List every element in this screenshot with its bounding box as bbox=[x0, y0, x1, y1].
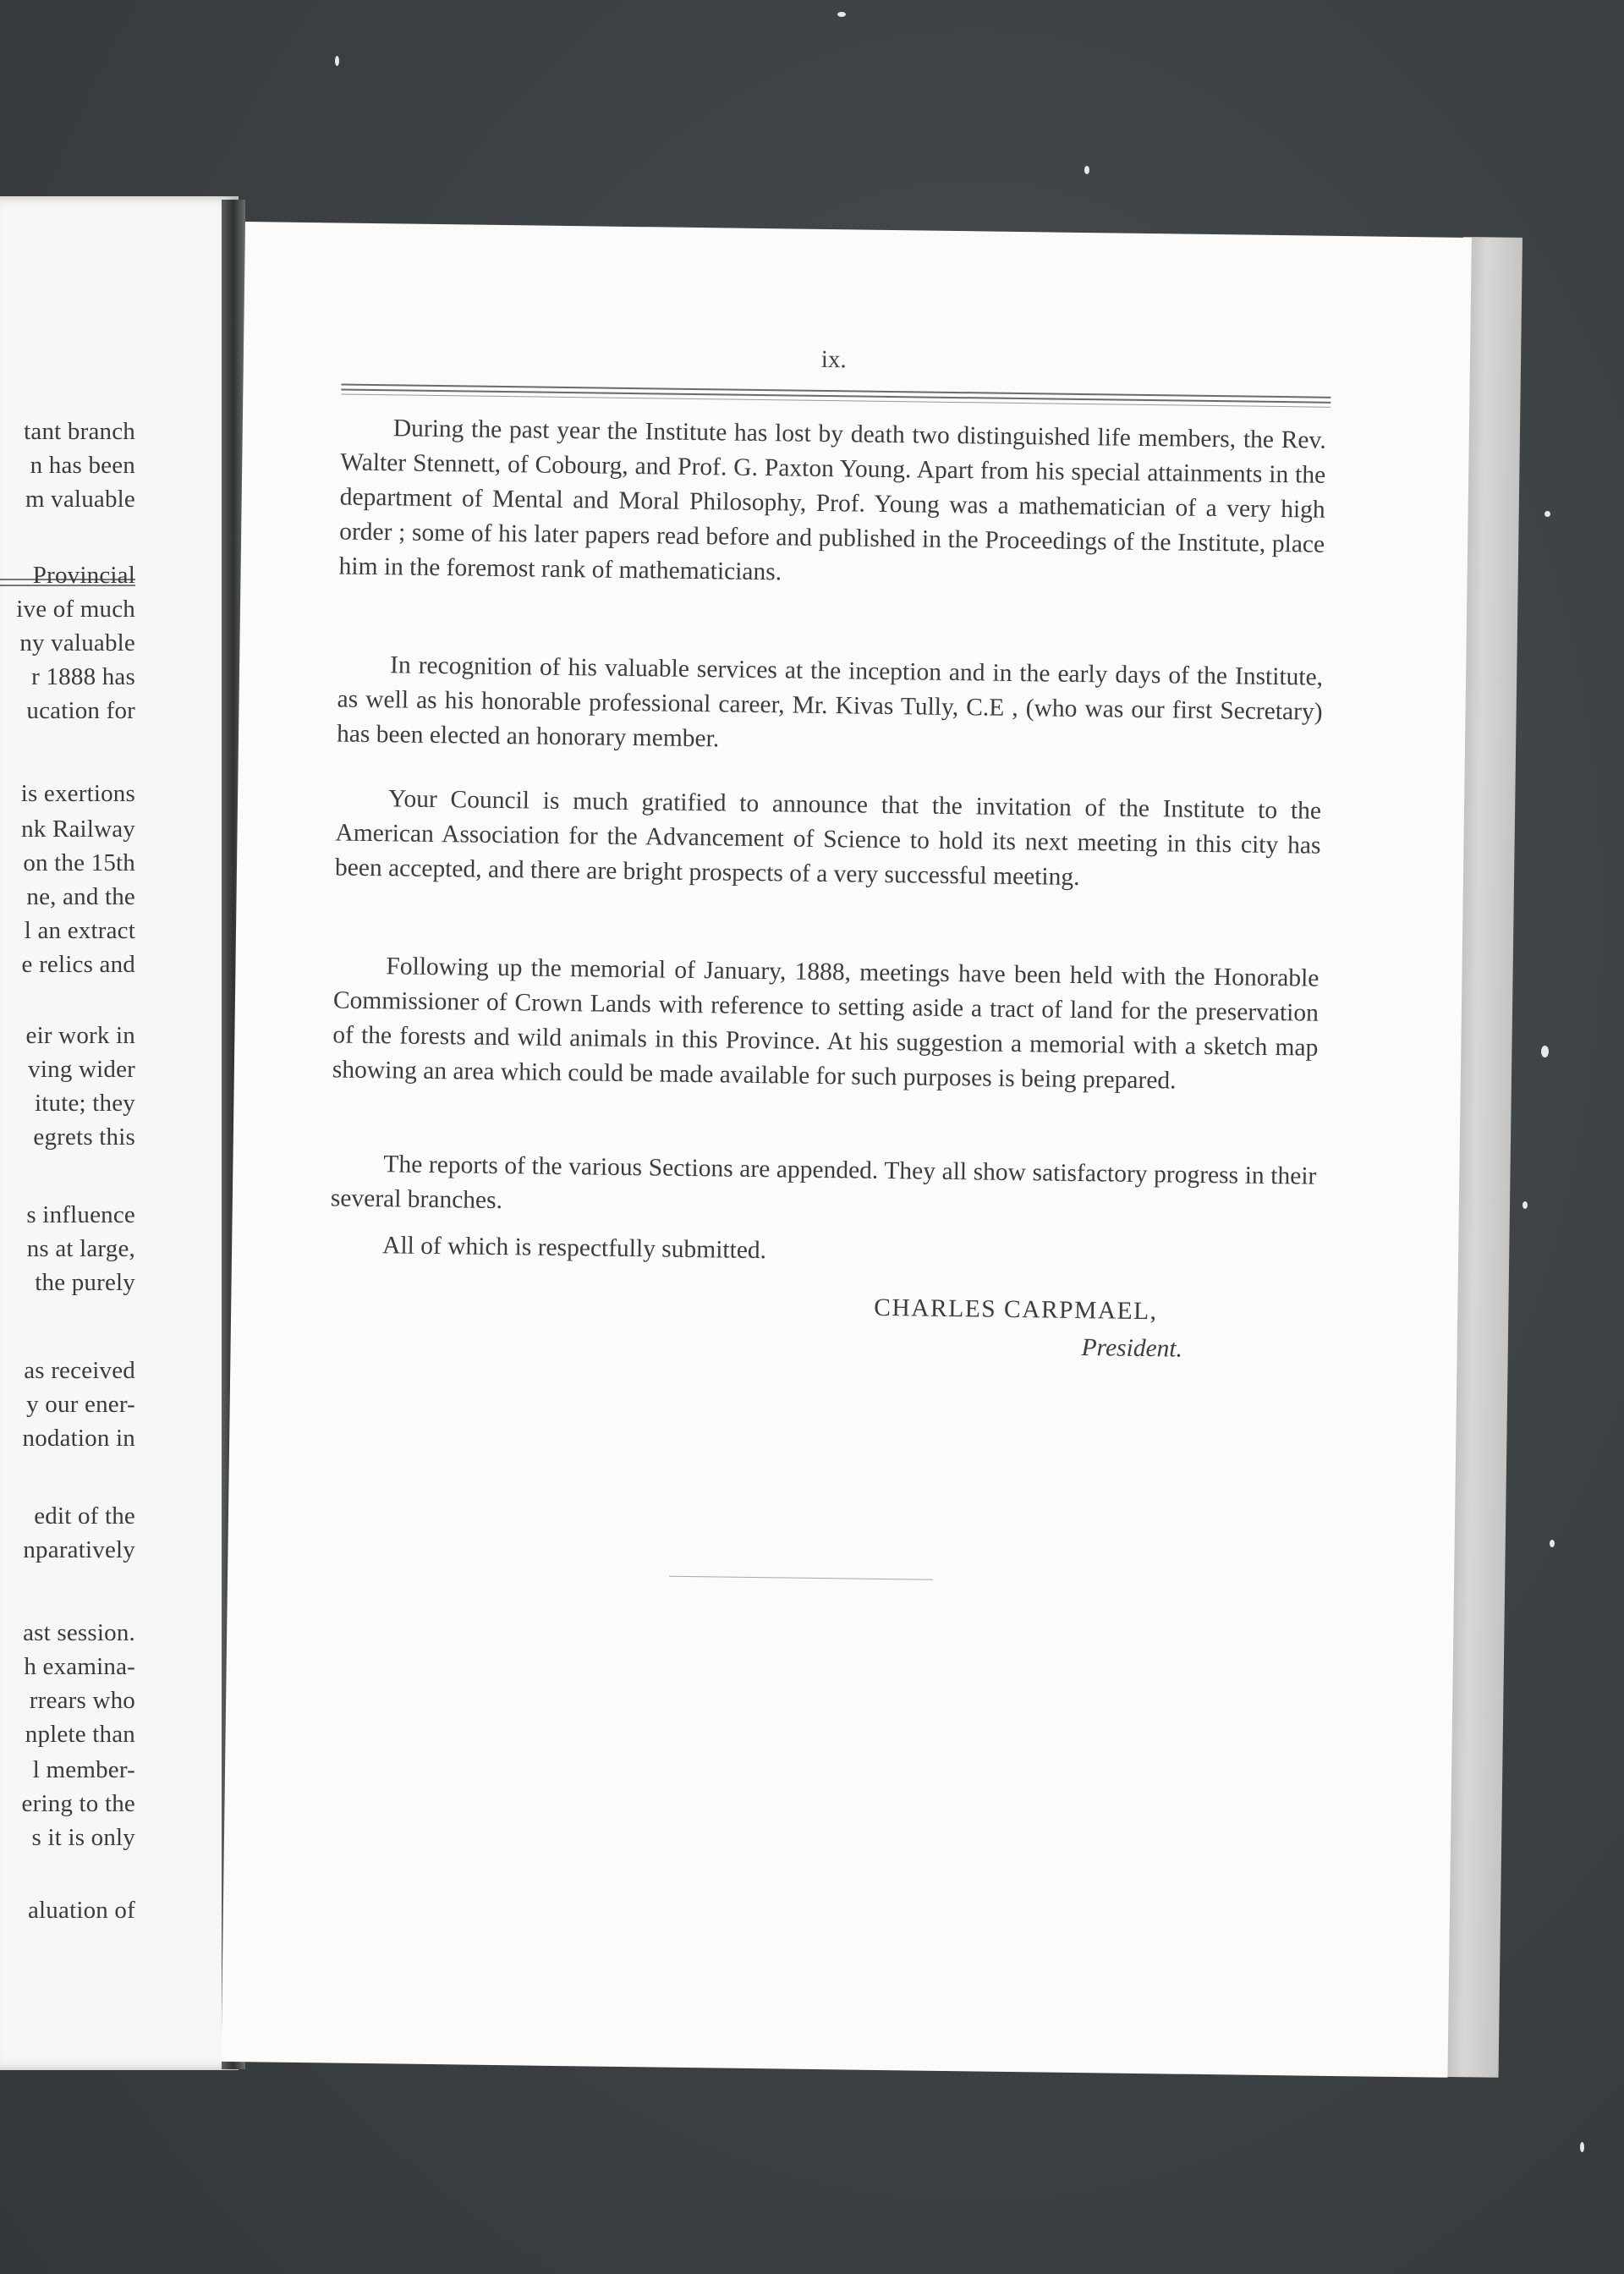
left-text-line: ast session. bbox=[23, 1619, 135, 1646]
left-text-line: as received bbox=[24, 1357, 135, 1384]
paragraph-deaths: During the past year the Institute has lost by death two distinguished life members, the Rev. Walter Stennett, of Cobourg, and Prof. G. Paxton Young. Apart from his special attainments in the department of Mental and Moral Philosophy, Prof. Young was a mathematician of a very high order ; some of his later papers read before and published in the Proceedings of the Institute, place him in the foremost rank of mathematicians. bbox=[338, 415, 1326, 586]
left-text-line: egrets this bbox=[33, 1123, 135, 1151]
left-text-line: ering to the bbox=[21, 1790, 135, 1817]
paragraph-association-meeting: Your Council is much gratified to announce that the invitation of the Institute to the American Association for the Advancement of Science to hold its next meeting in this city has been accepted, and there are bright prospects of a very successful meeting. bbox=[334, 785, 1322, 891]
left-text-line: l member- bbox=[32, 1756, 135, 1783]
paragraph-sections: The reports of the various Sections are appended. They all show satisfactory progress in their several branches. bbox=[330, 1151, 1317, 1215]
dust-speck bbox=[1544, 511, 1550, 517]
left-text-line: ive of much bbox=[16, 596, 135, 623]
left-text-line: tant branch bbox=[24, 418, 135, 445]
left-text-line: l an extract bbox=[24, 917, 135, 944]
left-text-line: s it is only bbox=[31, 1824, 135, 1851]
left-text-line: ne, and the bbox=[26, 883, 135, 910]
dust-speck bbox=[1580, 2142, 1584, 2152]
left-text-line: ving wider bbox=[28, 1056, 135, 1083]
left-text-line: nodation in bbox=[22, 1425, 135, 1452]
left-text-line: eir work in bbox=[25, 1022, 135, 1049]
left-text-line: h examina- bbox=[24, 1653, 135, 1680]
page-number: ix. bbox=[820, 345, 847, 374]
left-text-line: Provincial bbox=[32, 562, 135, 589]
left-text-line: nplete than bbox=[25, 1721, 135, 1748]
dust-speck bbox=[335, 56, 339, 66]
left-text-line: y our ener- bbox=[26, 1391, 135, 1418]
left-text-line: is exertions bbox=[20, 780, 135, 807]
dust-speck bbox=[1084, 166, 1089, 174]
left-text-line: edit of the bbox=[34, 1502, 135, 1530]
left-text-line: ns at large, bbox=[26, 1235, 135, 1262]
paragraph-honorary-member: In recognition of his valuable services at the inception and in the early days of the Institute, as well as his honorable professional career, Mr. Kivas Tully, C.E , (who was our first Secretary) has been elected an honorary member. bbox=[336, 651, 1324, 753]
closing-line: All of which is respectfully submitted. bbox=[381, 1232, 767, 1265]
dust-speck bbox=[1522, 1201, 1528, 1209]
signature-name: CHARLES CARPMAEL, bbox=[874, 1294, 1158, 1326]
left-facing-page bbox=[0, 196, 239, 2070]
dust-speck bbox=[1541, 1046, 1549, 1057]
left-text-line: n has been bbox=[30, 452, 135, 479]
left-text-line: itute; they bbox=[35, 1090, 135, 1117]
paragraph-crown-lands: Following up the memorial of January, 1888, meetings have been held with the Honorable Commissioner of Crown Lands with reference to setting aside a tract of land for the preservation of the forests and wild animals in this Province. At his suggestion a memorial with a sketch map showing an area which could be made available for such purposes is being prepared. bbox=[332, 953, 1320, 1095]
left-text-line: aluation of bbox=[27, 1897, 135, 1924]
left-text-line: rrears who bbox=[29, 1687, 135, 1714]
dust-speck bbox=[837, 12, 846, 17]
left-text-line: ucation for bbox=[26, 697, 135, 724]
left-text-line: m valuable bbox=[25, 486, 135, 513]
document-page bbox=[222, 222, 1472, 2078]
left-text-line: nk Railway bbox=[21, 816, 135, 843]
left-text-line: on the 15th bbox=[23, 849, 135, 876]
header-rule bbox=[341, 384, 1330, 411]
dust-speck bbox=[1550, 1540, 1555, 1547]
left-text-line: the purely bbox=[35, 1269, 135, 1296]
left-text-line: r 1888 has bbox=[31, 663, 135, 690]
footer-rule bbox=[669, 1576, 933, 1580]
left-text-line: nparatively bbox=[23, 1536, 135, 1563]
left-text-line: e relics and bbox=[21, 951, 135, 978]
signature-title: President. bbox=[1081, 1334, 1183, 1363]
left-text-line: ny valuable bbox=[19, 629, 135, 656]
left-text-line: s influence bbox=[26, 1201, 135, 1228]
